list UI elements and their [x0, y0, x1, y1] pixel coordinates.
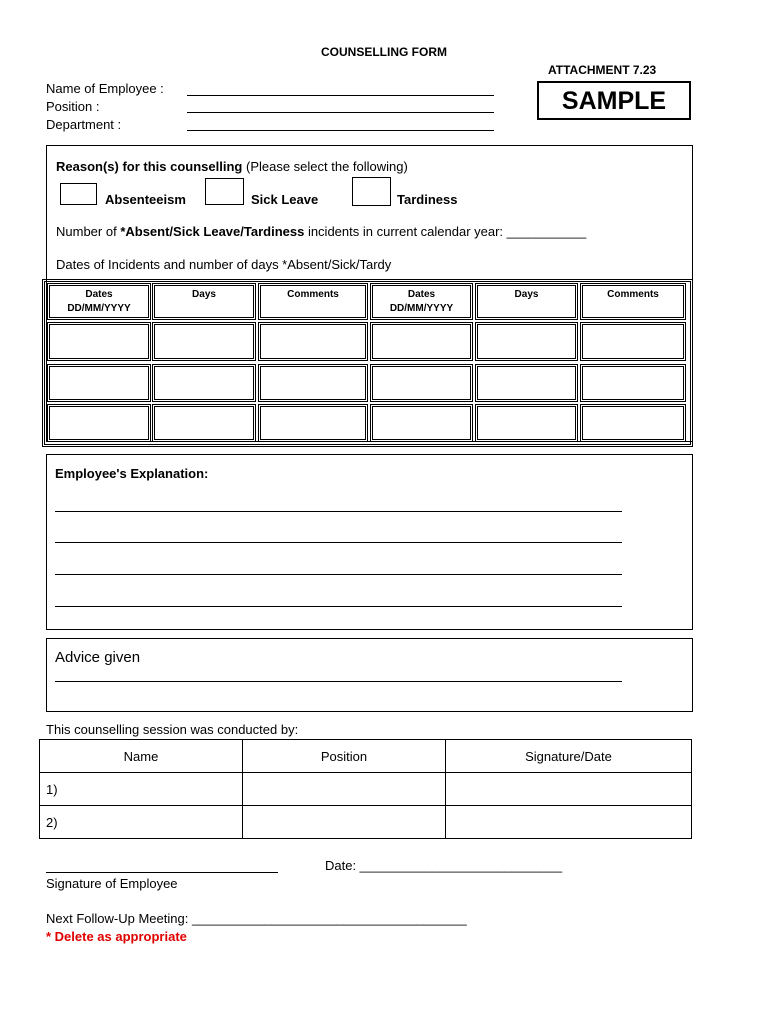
- incidents-header-cell: [258, 283, 368, 320]
- incidents-prefix: Number of: [56, 224, 121, 239]
- incidents-cell[interactable]: [258, 364, 368, 402]
- header-line-1: Days: [514, 289, 539, 300]
- explanation-line-1[interactable]: [55, 511, 622, 512]
- follow-up-field[interactable]: Next Follow-Up Meeting: ______________________________________: [46, 911, 467, 926]
- header-line-1: Comments: [607, 289, 659, 300]
- sick-leave-label: Sick Leave: [251, 192, 319, 207]
- column-signature-date: Signature/Date: [446, 740, 692, 773]
- department-field[interactable]: [187, 130, 494, 131]
- incidents-count-line: [56, 224, 586, 240]
- header-line-1: Days: [192, 289, 216, 300]
- conducted-intro: This counselling session was conducted by:: [46, 722, 299, 737]
- incidents-cell[interactable]: [370, 404, 473, 442]
- reasons-heading-bold: Reason(s) for this counselling: [56, 159, 243, 174]
- row-2-position[interactable]: [243, 806, 446, 839]
- column-name: Name: [40, 740, 243, 773]
- header-line-1: Comments: [287, 289, 339, 300]
- row-1-position[interactable]: [243, 773, 446, 806]
- explanation-label: Employee's Explanation:: [55, 466, 209, 481]
- advice-section: [46, 638, 693, 712]
- advice-label: Advice given: [55, 649, 141, 666]
- tardiness-label: Tardiness: [397, 192, 458, 207]
- explanation-line-3[interactable]: [55, 574, 622, 575]
- employee-name-label: Name of Employee :: [46, 81, 164, 96]
- table-row: [40, 773, 692, 806]
- incidents-cell[interactable]: [47, 322, 151, 361]
- employee-signature-line[interactable]: [46, 872, 278, 873]
- absenteeism-checkbox[interactable]: [60, 183, 97, 205]
- explanation-line-2[interactable]: [55, 542, 622, 543]
- employee-signature-label: Signature of Employee: [46, 876, 178, 891]
- incidents-cell[interactable]: [152, 404, 256, 442]
- attachment-number: ATTACHMENT 7.23: [548, 63, 657, 77]
- delete-note: * Delete as appropriate: [46, 929, 187, 944]
- row-2-name[interactable]: 2): [40, 806, 243, 839]
- incidents-cell[interactable]: [370, 364, 473, 402]
- incidents-cell[interactable]: [152, 322, 256, 361]
- sample-stamp: SAMPLE: [537, 81, 691, 120]
- column-position: Position: [243, 740, 446, 773]
- incidents-header-cell: [152, 283, 256, 320]
- header-line-1: Dates: [407, 289, 436, 300]
- reasons-heading-note: (Please select the following): [245, 159, 408, 174]
- incidents-cell[interactable]: [370, 322, 473, 361]
- incidents-header-cell: [47, 283, 151, 320]
- incidents-cell[interactable]: [475, 364, 578, 402]
- incidents-cell[interactable]: [580, 364, 686, 402]
- explanation-line-4[interactable]: [55, 606, 622, 607]
- form-title: COUNSELLING FORM: [321, 45, 447, 59]
- incidents-bold: *Absent/Sick Leave/Tardiness: [120, 224, 305, 239]
- row-1-signature[interactable]: [446, 773, 692, 806]
- incidents-cell[interactable]: [152, 364, 256, 402]
- position-label: Position :: [46, 99, 100, 114]
- tardiness-checkbox[interactable]: [352, 177, 391, 206]
- table-row: [40, 806, 692, 839]
- incidents-cell[interactable]: [47, 364, 151, 402]
- incidents-suffix: incidents in current calendar year: ___________: [304, 224, 587, 239]
- incidents-cell[interactable]: [580, 322, 686, 361]
- incident-dates-label: Dates of Incidents and number of days *Absent/Sick/Tardy: [56, 257, 392, 272]
- incidents-cell[interactable]: [47, 404, 151, 442]
- sick-leave-checkbox[interactable]: [205, 178, 244, 205]
- incidents-cell[interactable]: [258, 322, 368, 361]
- incidents-header-cell: [580, 283, 686, 320]
- row-2-signature[interactable]: [446, 806, 692, 839]
- advice-line[interactable]: [55, 681, 622, 682]
- employee-name-field[interactable]: [187, 95, 494, 96]
- incidents-header-cell: [475, 283, 578, 320]
- position-field[interactable]: [187, 112, 494, 113]
- date-field[interactable]: Date: ____________________________: [325, 858, 563, 873]
- incidents-cell[interactable]: [475, 322, 578, 361]
- conducted-header-row: [40, 740, 692, 773]
- conducted-table: [39, 739, 692, 839]
- header-line-2: DD/MM/YYYY: [67, 303, 131, 314]
- row-1-name[interactable]: 1): [40, 773, 243, 806]
- incidents-cell[interactable]: [580, 404, 686, 442]
- incidents-cell[interactable]: [258, 404, 368, 442]
- absenteeism-label: Absenteeism: [105, 192, 186, 207]
- header-line-1: Dates: [85, 289, 113, 300]
- department-label: Department :: [46, 117, 122, 132]
- header-line-2: DD/MM/YYYY: [389, 303, 454, 314]
- reasons-heading: [56, 159, 408, 175]
- incidents-header-cell: [370, 283, 473, 320]
- incidents-cell[interactable]: [475, 404, 578, 442]
